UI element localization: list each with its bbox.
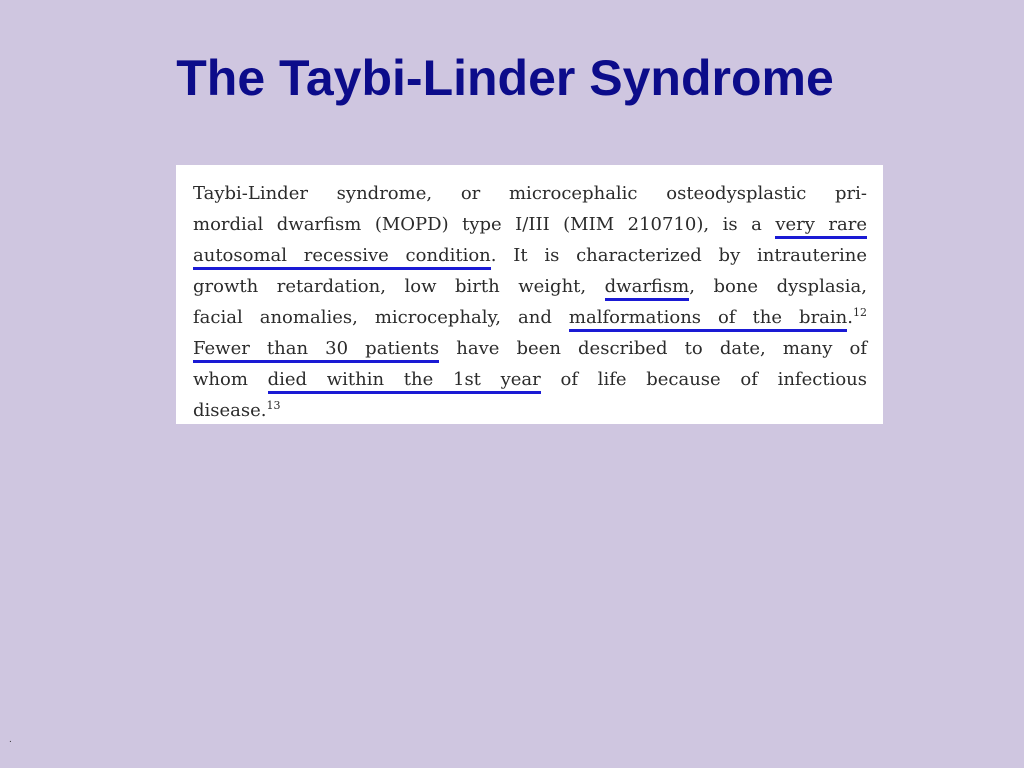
excerpt-line	[193, 302, 867, 333]
slide-title: The Taybi-Linder Syndrome	[176, 50, 834, 106]
article-excerpt	[176, 165, 883, 424]
excerpt-text: , bone dysplasia,	[689, 276, 868, 297]
excerpt-text: mordial dwarfism (MOPD) type I/III (MIM 210710), is a	[193, 214, 776, 235]
highlighted-phrase: malformations of the brain	[569, 307, 847, 332]
excerpt-text: Taybi-Linder syndrome, or microcephalic osteodysplastic pri-	[193, 183, 867, 204]
excerpt-text: whom	[193, 369, 268, 390]
excerpt-text: of life because of infectious	[540, 369, 867, 390]
excerpt-line	[193, 240, 867, 271]
highlighted-phrase: died within the 1st year	[268, 369, 541, 394]
footer-mark: .	[9, 734, 12, 745]
excerpt-line	[193, 209, 867, 240]
highlighted-phrase: autosomal recessive condition	[193, 245, 491, 270]
excerpt-text: .	[847, 307, 853, 328]
highlighted-phrase: dwarfism	[605, 276, 690, 301]
excerpt-text: disease.	[193, 400, 267, 421]
excerpt-line	[193, 178, 867, 209]
excerpt-line	[193, 333, 867, 364]
excerpt-text: facial anomalies, microcephaly, and	[193, 307, 569, 328]
excerpt-text: . It is characterized by intrauterine	[490, 245, 867, 266]
highlighted-phrase: Fewer than 30 patients	[193, 338, 439, 363]
excerpt-line	[193, 271, 867, 302]
citation-superscript: 12	[853, 306, 867, 319]
highlighted-phrase: very rare	[775, 214, 867, 239]
citation-superscript: 13	[266, 399, 281, 412]
excerpt-line	[193, 364, 867, 395]
excerpt-line	[193, 395, 867, 426]
excerpt-text: have been described to date, many of	[439, 338, 867, 359]
excerpt-text: growth retardation, low birth weight,	[193, 276, 605, 297]
